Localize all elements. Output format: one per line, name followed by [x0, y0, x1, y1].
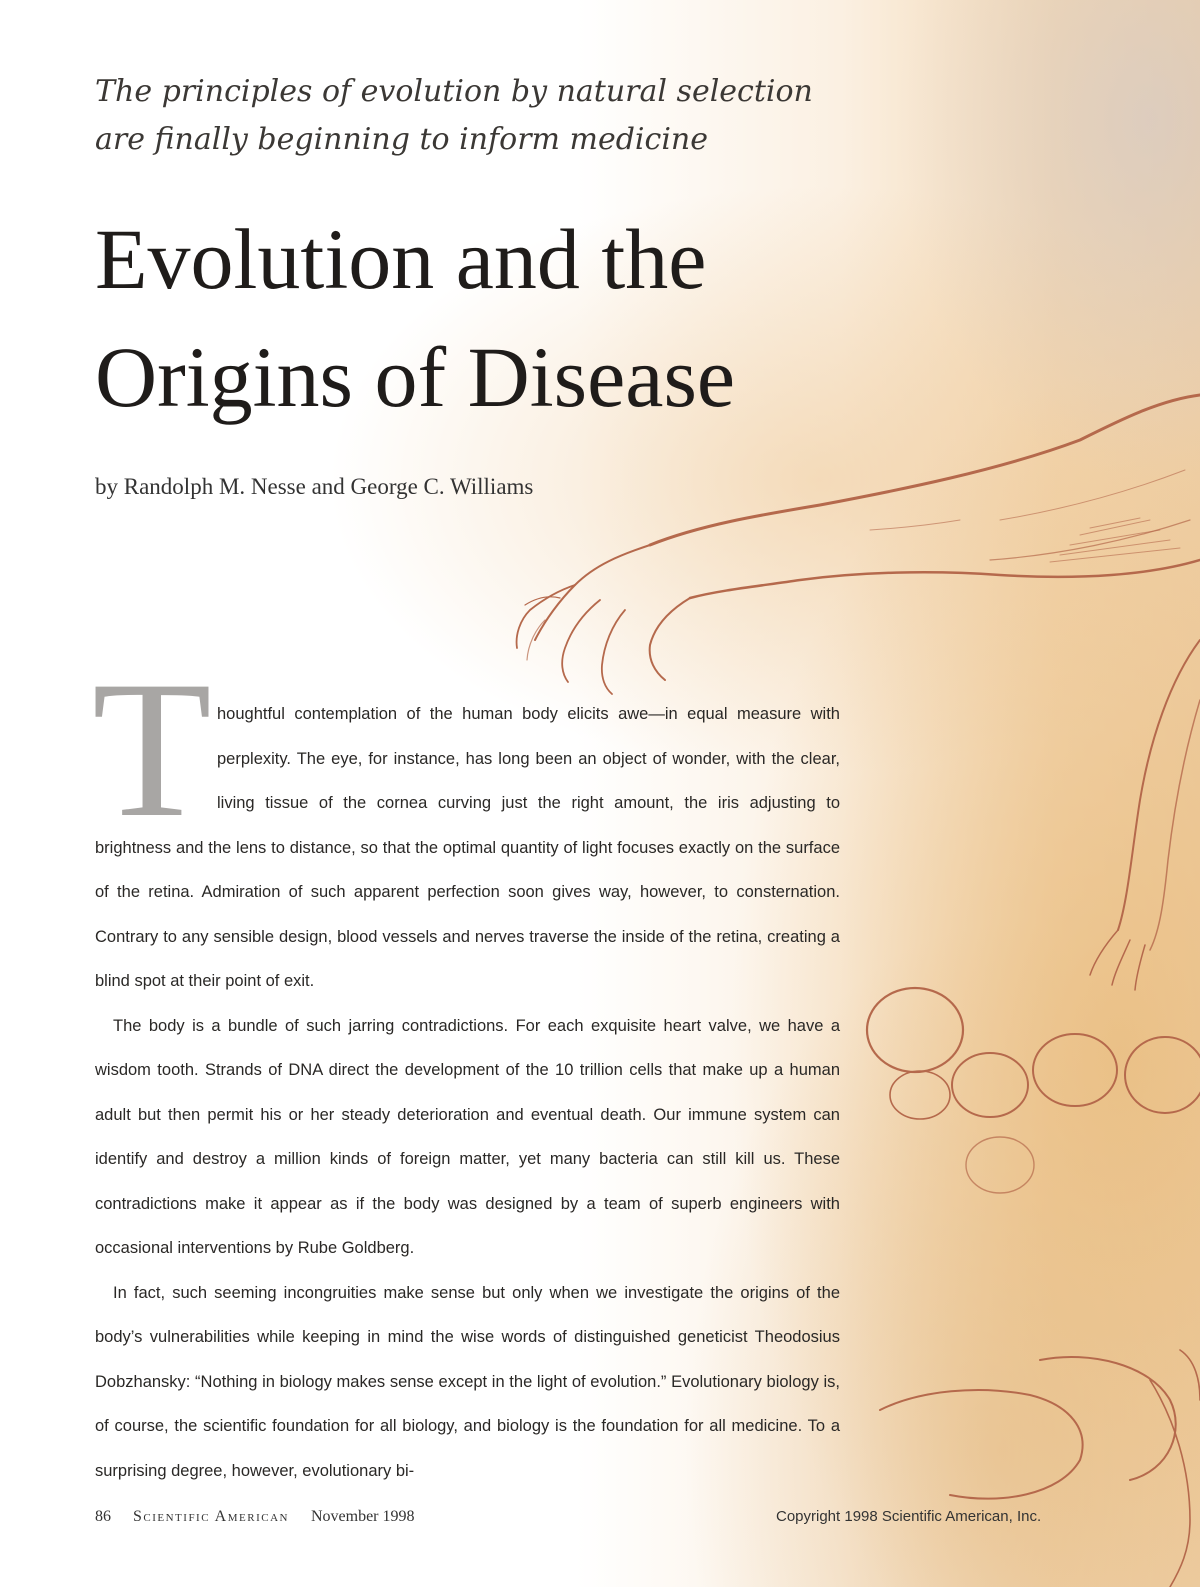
deck-line-1: The principles of evolution by natural selection — [95, 74, 813, 109]
article-title — [95, 200, 995, 436]
article-byline: by Randolph M. Nesse and George C. Williams — [95, 474, 534, 499]
title-line-1: Evolution and the — [95, 211, 707, 307]
deck-line-2: are finally beginning to inform medicine — [95, 122, 708, 157]
paragraph-2: The body is a bundle of such jarring contradictions. For each exquisite heart valve, we have a wisdom tooth. Strands of DNA direct the development of the 10 trillion cells that make up a human adult but then permit his or her steady deterioration and eventual death. Our immune system can identify and destroy a million kinds of foreign matter, yet many bacteria can still kill us. These contradictions make it appear as if the body was designed by a team of superb engineers with occasional interventions by Rube Goldberg. — [95, 1016, 840, 1257]
article-deck — [95, 68, 855, 164]
page-footer — [95, 1508, 433, 1526]
issue-date: November 1998 — [310, 1508, 415, 1525]
article-body — [95, 692, 840, 1493]
paragraph-1: houghtful contemplation of the human body elicits awe—in equal measure with perplexity. The eye, for instance, has long been an object of wonder, with the clear, living tissue of the cornea curving just the right amount, the iris adjusting to brightness and the lens to distance, so that the optimal quantity of light focuses exactly on the surface of the retina. Admiration of such apparent perfection soon gives way, however, to consternation. Contrary to any sensible design, blood vessels and nerves traverse the inside of the retina, creating a blind spot at their point of exit. — [95, 705, 840, 990]
page-number: 86 — [95, 1508, 111, 1525]
drop-cap: T — [92, 641, 212, 858]
title-line-2: Origins of Disease — [95, 329, 736, 425]
magazine-name: Scientific American — [133, 1508, 289, 1525]
paragraph-3: In fact, such seeming incongruities make sense but only when we investigate the origins of the body’s vulnerabilities while keeping in mind the wise words of distinguished geneticist Theodosius Dobzhansky: “Nothing in biology makes sense except in the light of evolution.” Evolutionary biology is, of course, the scientific foundation for all biology, and biology is the foundation for all medicine. To a surprising degree, however, evolutionary bi- — [95, 1283, 840, 1480]
copyright-notice: Copyright 1998 Scientific American, Inc. — [776, 1508, 1042, 1525]
